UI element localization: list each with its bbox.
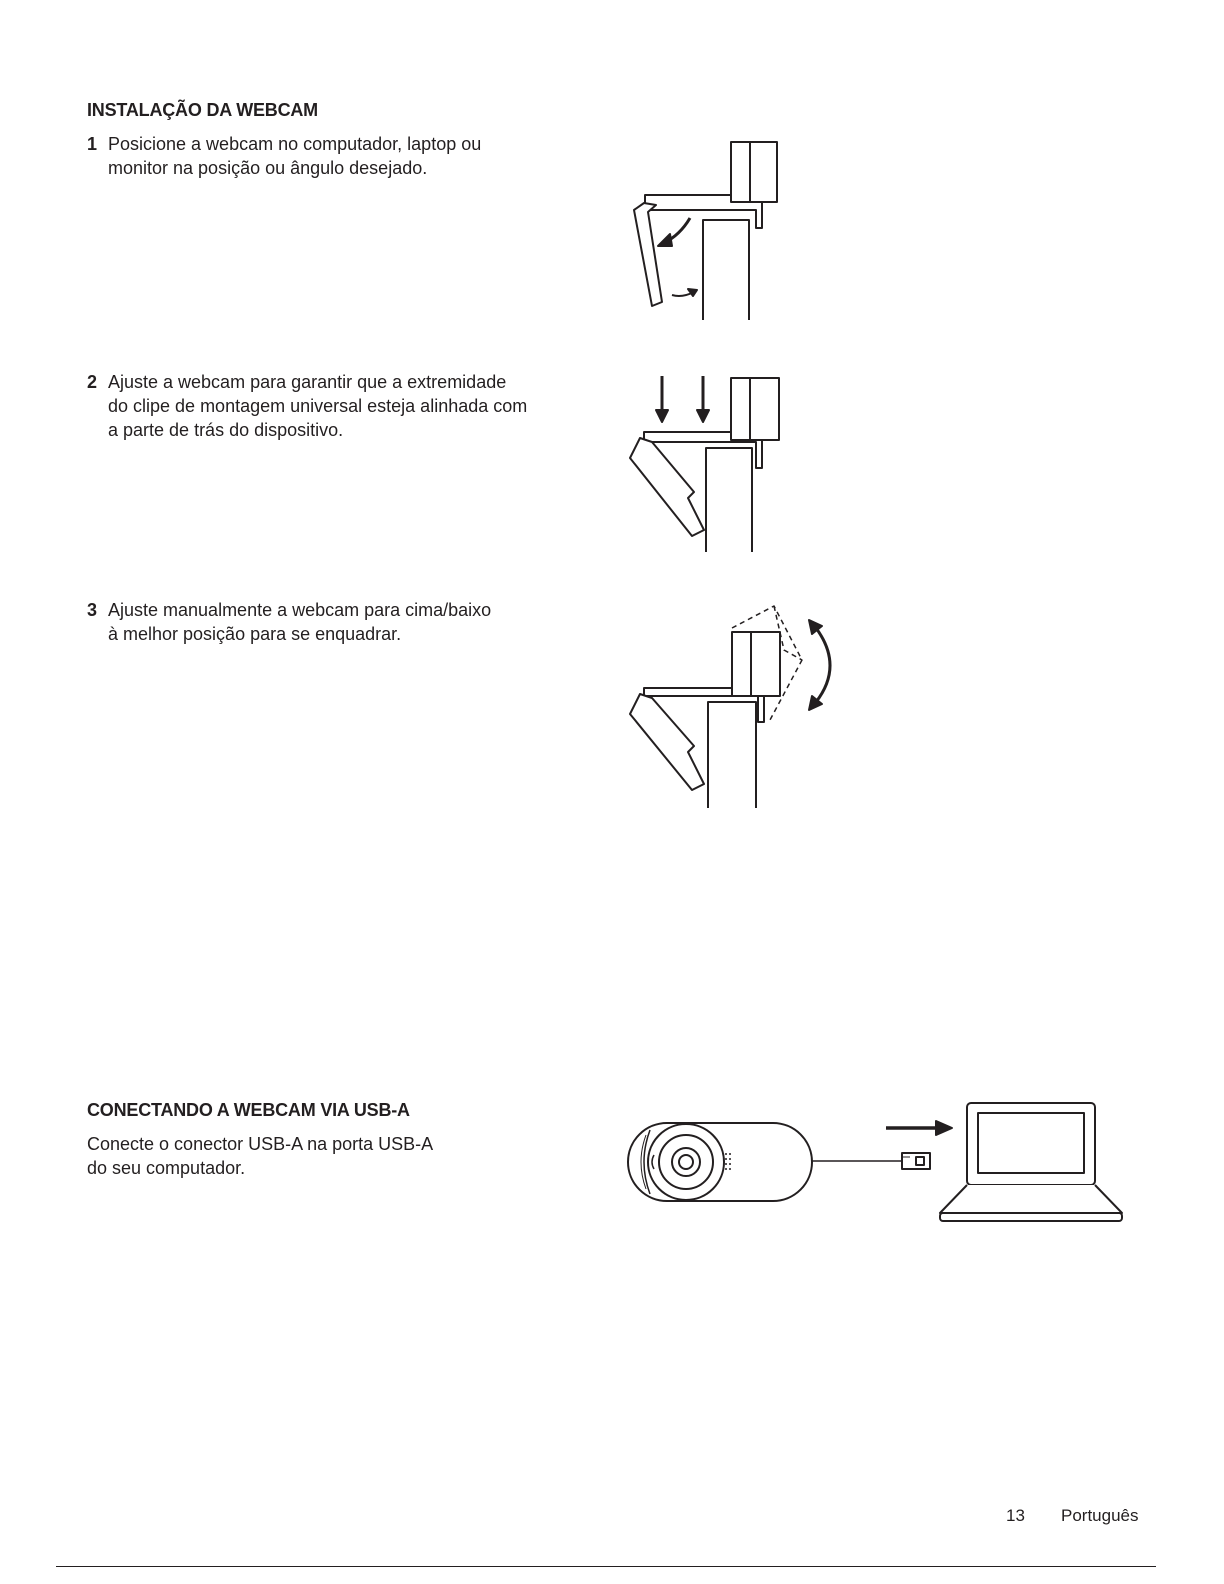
step-number: 3 (87, 600, 98, 620)
section-heading-usb: CONECTANDO A WEBCAM VIA USB-A (87, 1100, 410, 1120)
footer-divider (56, 1566, 1156, 1567)
step-text-line: Ajuste manualmente a webcam para cima/baixo (108, 600, 492, 620)
tilt-arrow-icon (809, 620, 830, 710)
step-text-line: do clipe de montagem universal esteja alinhada com (108, 396, 528, 416)
webcam-mount-illustration (600, 370, 820, 560)
page-number: 13 (1006, 1506, 1025, 1525)
footer-language: Português (1061, 1506, 1139, 1525)
step-number: 2 (87, 372, 98, 392)
usb-text-line: do seu computador. (87, 1158, 246, 1178)
usb-connector-icon (902, 1153, 930, 1169)
step-2 (87, 370, 597, 442)
step-text-line: a parte de trás do dispositivo. (108, 420, 344, 440)
right-arrow-icon (886, 1121, 952, 1135)
webcam-mount-illustration (600, 130, 820, 330)
step-text-line: monitor na posição ou ângulo desejado. (108, 158, 428, 178)
step-text-line: Posicione a webcam no computador, laptop ou (108, 134, 482, 154)
step-text-line: à melhor posição para se enquadrar. (108, 624, 402, 644)
laptop-icon (940, 1103, 1122, 1221)
section-heading-install: INSTALAÇÃO DA WEBCAM (87, 100, 318, 120)
step-1 (87, 132, 597, 180)
usb-instructions (87, 1132, 507, 1180)
webcam-mount-illustration (600, 598, 850, 818)
step-3 (87, 598, 597, 646)
webcam-illustration (628, 1123, 812, 1201)
usb-text-line: Conecte o conector USB-A na porta USB-A (87, 1134, 434, 1154)
usb-connection-illustration (620, 1095, 1130, 1230)
step-text-line: Ajuste a webcam para garantir que a extremidade (108, 372, 507, 392)
step-number: 1 (87, 134, 98, 154)
down-arrow-icon (656, 376, 709, 422)
